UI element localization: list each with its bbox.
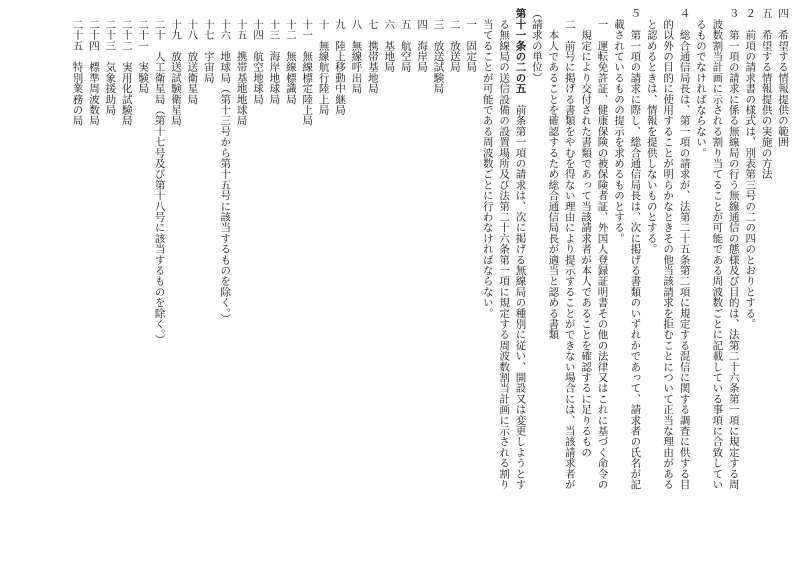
station-type-8: 八 無線呼出局 [350, 8, 363, 94]
text-line-para-4-end: と認めるときは、情報を提供しないものとする。 [645, 8, 658, 255]
station-type-23: 二十三 気象援助局 [104, 8, 117, 115]
article-caption: （請求の単位） [530, 8, 543, 83]
station-type-20: 二十 人工衛星局（第十七号及び第十八号に該当するものを除く。） [153, 8, 166, 346]
text-line-heading-4: 四 希望する情報提供の範囲 [777, 8, 789, 148]
station-type-18: 十八 放送衛星局 [186, 8, 199, 105]
station-type-6: 六 基地局 [383, 8, 396, 73]
article-body-end: 当てることが可能である周波数ごとに行わなければならない。 [481, 8, 494, 319]
station-type-25: 二十五 特別業務の局 [71, 8, 84, 126]
article-body-cont: る無線局の送信設備の設置場所及び法第二十六条第一項に規定する周波数割当計画に示される割り [498, 8, 511, 490]
text-line-para-3-cont: 波数割当計画に示される割り当てることが可能である周波数ごとに記載している事項に合致してい [711, 8, 724, 490]
station-type-4: 四 海岸局 [416, 8, 429, 73]
station-type-9: 九 陸上移動中継局 [334, 8, 347, 115]
station-type-13: 十三 海岸地球局 [268, 8, 281, 105]
station-type-16: 十六 地球局（第十三号から第十五号に該当するものを除く。） [219, 8, 232, 324]
station-type-22: 二十二 実用化試験局 [120, 8, 133, 126]
station-type-11: 十一 無線標定陸上局 [301, 8, 314, 126]
article-heading: 第十一条の二の五 前条第一項の請求は、次に掲げる無線局の種別に従い、開設又は変更しようとす [514, 8, 527, 490]
text-line-para-4: ４ 総合通信局長は、第一項の請求が、法第二十五条第二項に規定する混信に関する調査に供する目 [678, 8, 691, 490]
article-number: 第十一条の二の五 [514, 8, 527, 94]
vertical-text-body [6, 8, 791, 554]
text-line-para-3-end: るものでなければならない。 [694, 8, 707, 158]
text-line-item-2: 二 前号に掲げる書類をやむを得ない理由により提示することができない場合には、当該請求者が [563, 8, 576, 490]
text-line-para-5-end: 載されているものの提示を求めるものとする。 [612, 8, 625, 244]
station-type-12: 十二 無線標識局 [284, 8, 297, 105]
station-type-1: 一 固定局 [465, 8, 478, 73]
text-line-heading-5: 五 希望する情報提供の実施の方法 [760, 8, 773, 180]
text-line-para-4-cont: 的以外の目的に使用することが明らかなときその他当該請求を拒むことについて正当な理由がある [662, 8, 675, 490]
station-type-7: 七 携帯基地局 [366, 8, 379, 94]
station-type-24: 二十四 標準周波数局 [87, 8, 100, 126]
text-line-item-1-cont: 規定により交付された書類であって当該請求者が本人であることを確認するに足りるもの [580, 8, 593, 458]
text-line-item-2-cont: 本人であることを確認するため総合通信局長が適当と認める書類 [547, 8, 560, 340]
station-type-2: 二 放送局 [448, 8, 461, 73]
station-type-19: 十九 放送試験衛星局 [169, 8, 182, 126]
text-line-item-1: 一 運転免許証、健康保険の被保険者証、外国人登録証明書その他の法律又はこれに基づく命令の [596, 8, 609, 490]
text-line-para-3: ３ 第一項の請求に係る無線局の行う無線通信の態様及び目的は、法第二十六条第一項に規定する周 [727, 8, 740, 490]
station-type-17: 十七 宇宙局 [202, 8, 215, 83]
text-line-para-5: ５ 第一項の請求に際し、総合通信局長は、次に掲げる書類のいずれかであって、請求者の氏名が記 [629, 8, 642, 490]
station-type-15: 十五 携帯基地地球局 [235, 8, 248, 126]
station-type-10: 十 無線航行陸上局 [317, 8, 330, 115]
text-line-para-2: ２ 前項の請求書の様式は、別表第三号の二の四のとおりとする。 [744, 8, 757, 329]
station-type-3: 三 放送試験局 [432, 8, 445, 94]
station-type-5: 五 航空局 [399, 8, 412, 73]
station-type-14: 十四 航空地球局 [252, 8, 264, 105]
station-type-21: 二十一 実験局 [137, 8, 150, 94]
